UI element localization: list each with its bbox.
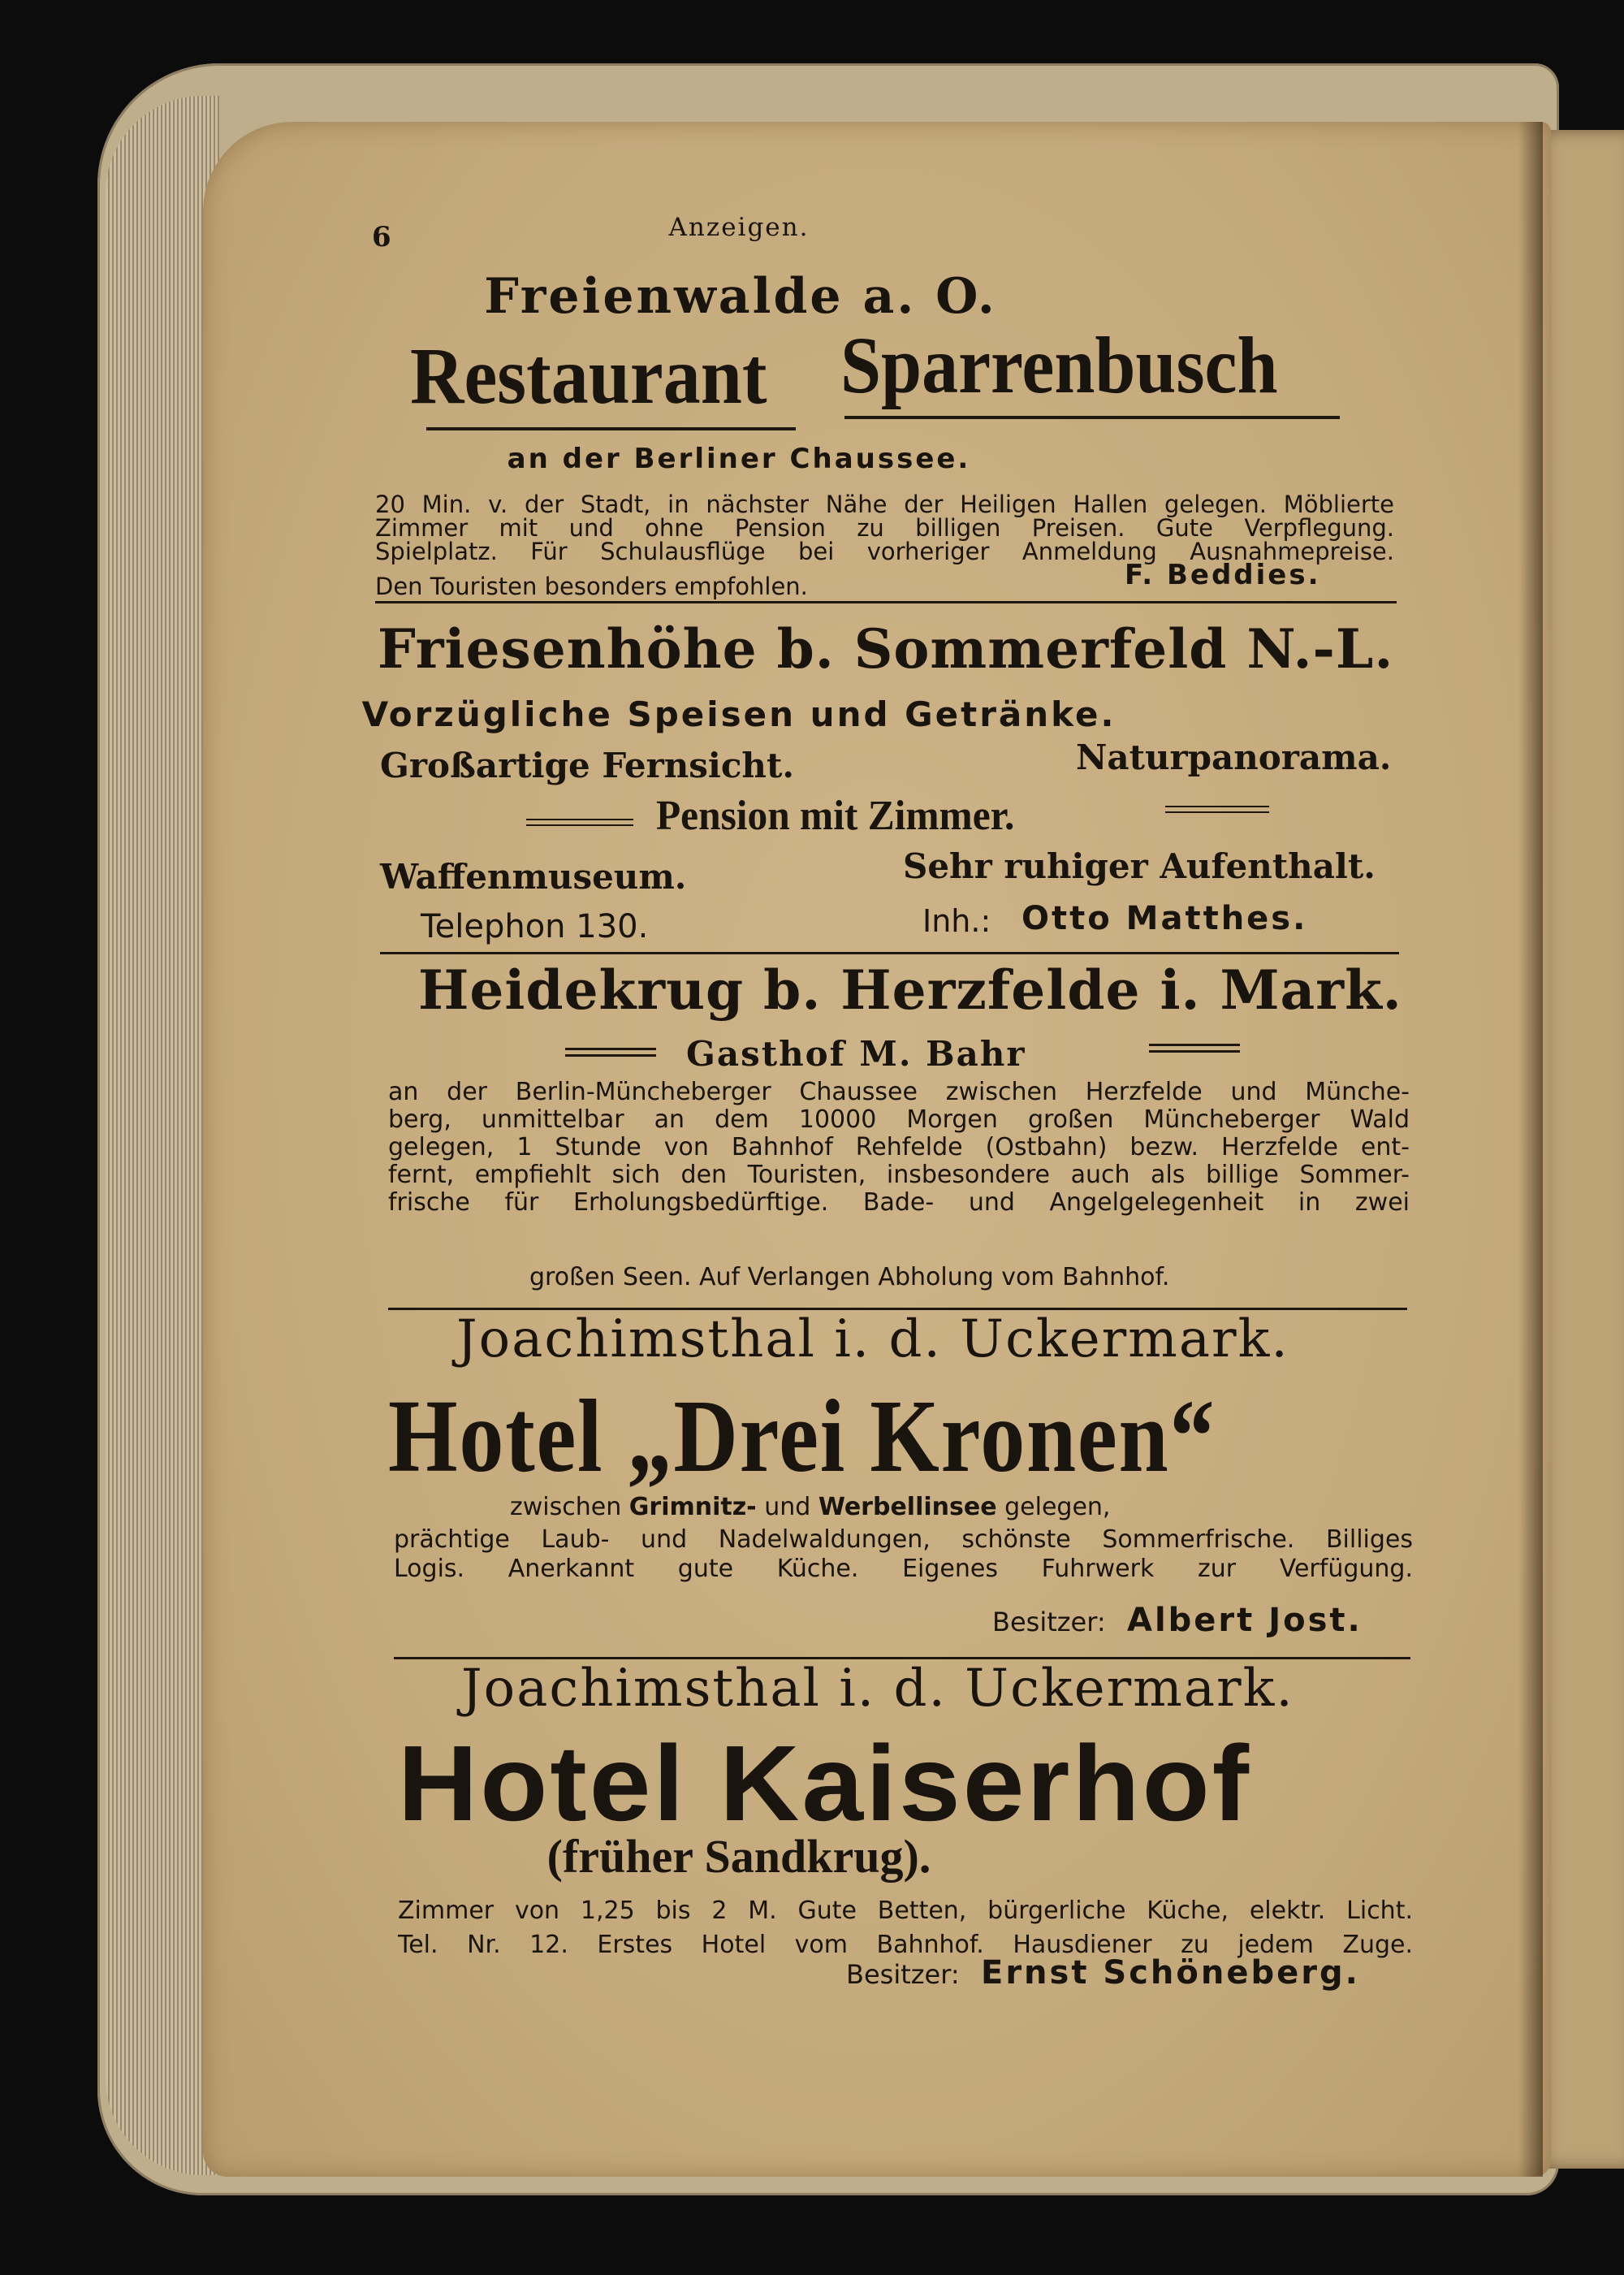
ad1-line: Zimmer mit und ohne Pension zu billigen Preisen. Gute Verpflegung. xyxy=(375,514,1394,542)
ad3-body xyxy=(388,1079,1410,1217)
ad4-line: Logis. Anerkannt gute Küche. Eigenes Fuhrwerk zur Verfügung. xyxy=(394,1555,1413,1583)
ad4-lake2: Werbellinsee xyxy=(818,1493,997,1521)
ad4-line1-mid: und xyxy=(764,1493,811,1521)
ad-divider xyxy=(380,952,1399,954)
ad3-place: Heidekrug b. Herzfelde i. Mark. xyxy=(418,958,1402,1022)
section-title: Anzeigen. xyxy=(668,213,810,242)
ad3-line-last: großen Seen. Auf Verlangen Abholung vom Bahnhof. xyxy=(529,1263,1170,1291)
ad2-feature-left: Großartige Fernsicht. xyxy=(380,746,794,785)
ad2-feature-right: Naturpanorama. xyxy=(1076,737,1392,777)
ad3-inn-rule-left xyxy=(565,1048,656,1057)
ad4-place: Joachimsthal i. d. Uckermark. xyxy=(456,1309,1289,1369)
ad1-line: Spielplatz. Für Schulausflüge bei vorheriger Anmeldung Ausnahmepreise. xyxy=(375,538,1394,565)
ad1-line-last: Den Touristen besonders empfohlen. xyxy=(375,573,808,600)
ad3-line: berg, unmittelbar an dem 10000 Morgen großen Müncheberger Wald xyxy=(388,1105,1410,1134)
ad1-name-right: Sparrenbusch xyxy=(840,320,1278,410)
ad3-line: fernt, empfiehlt sich den Touristen, insbesondere auch als billige Sommer- xyxy=(388,1161,1410,1189)
ad1-location: an der Berliner Chaussee. xyxy=(507,443,971,475)
ad1-body xyxy=(375,493,1394,564)
ad4-line1-pre: zwischen xyxy=(510,1493,622,1521)
ad1-owner: F. Beddies. xyxy=(1125,559,1321,591)
ad4-hotel: Hotel „Drei Kronen“ xyxy=(388,1378,1216,1494)
ad2-place: Friesenhöhe b. Sommerfeld N.-L. xyxy=(378,617,1394,681)
ad2-phone: Telephon 130. xyxy=(421,908,649,945)
ad4-owner: Albert Jost. xyxy=(1127,1602,1363,1639)
ad2-tagline: Vorzügliche Speisen und Getränke. xyxy=(361,694,1116,734)
ad2-owner: Otto Matthes. xyxy=(1021,900,1308,937)
ad1-line: 20 Min. v. der Stadt, in nächster Nähe der Heiligen Hallen gelegen. Möblierte xyxy=(375,491,1394,518)
ad5-owner: Ernst Schöneberg. xyxy=(981,1954,1360,1992)
ad1-underline-left xyxy=(426,427,796,430)
ad5-hotel: Hotel Kaiserhof xyxy=(398,1724,1252,1843)
ad5-former: (früher Sandkrug). xyxy=(546,1830,931,1883)
ad4-line1 xyxy=(510,1493,1110,1521)
ad1-place: Freienwalde a. O. xyxy=(484,268,997,325)
ad3-line: frische für Erholungsbedürftige. Bade- und Angelgelegenheit in zwei xyxy=(388,1188,1410,1217)
ad5-line: Zimmer von 1,25 bis 2 M. Gute Betten, bürgerliche Küche, elektr. Licht. xyxy=(398,1897,1413,1925)
ad1-name-left: Restaurant xyxy=(410,331,767,421)
ad5-place: Joachimsthal i. d. Uckermark. xyxy=(461,1659,1294,1719)
ad2-pension-rule-left xyxy=(526,819,633,826)
ad2-museum: Waffenmuseum. xyxy=(380,857,687,897)
ad2-quiet: Sehr ruhiger Aufenthalt. xyxy=(903,846,1376,886)
ad5-line: Tel. Nr. 12. Erstes Hotel vom Bahnhof. Hausdiener zu jedem Zuge. xyxy=(398,1931,1413,1959)
ad2-pension: Pension mit Zimmer. xyxy=(656,793,1015,839)
page-number: 6 xyxy=(372,221,391,253)
ad4-lake1: Grimnitz- xyxy=(628,1493,757,1521)
ad5-owner-label: Besitzer: xyxy=(846,1959,960,1990)
ad2-owner-label: Inh.: xyxy=(922,903,991,939)
ad4-line: prächtige Laub- und Nadelwaldungen, schönste Sommerfrische. Billiges xyxy=(394,1525,1413,1554)
ad3-inn-rule-right xyxy=(1149,1044,1240,1053)
ad3-line: an der Berlin-Müncheberger Chaussee zwischen Herzfelde und Münche- xyxy=(388,1078,1410,1106)
ad2-pension-rule-right xyxy=(1165,806,1269,813)
ad3-inn: Gasthof M. Bahr xyxy=(686,1034,1026,1074)
ad3-line: gelegen, 1 Stunde von Bahnhof Rehfelde (Ostbahn) bezw. Herzfelde ent- xyxy=(388,1133,1410,1161)
ad-divider xyxy=(375,601,1397,603)
ad4-line1-post: gelegen, xyxy=(1004,1493,1111,1521)
ad1-underline-right xyxy=(844,416,1340,419)
ad4-owner-label: Besitzer: xyxy=(992,1607,1106,1637)
ad4-body xyxy=(394,1525,1413,1584)
ad5-body xyxy=(398,1894,1413,1962)
